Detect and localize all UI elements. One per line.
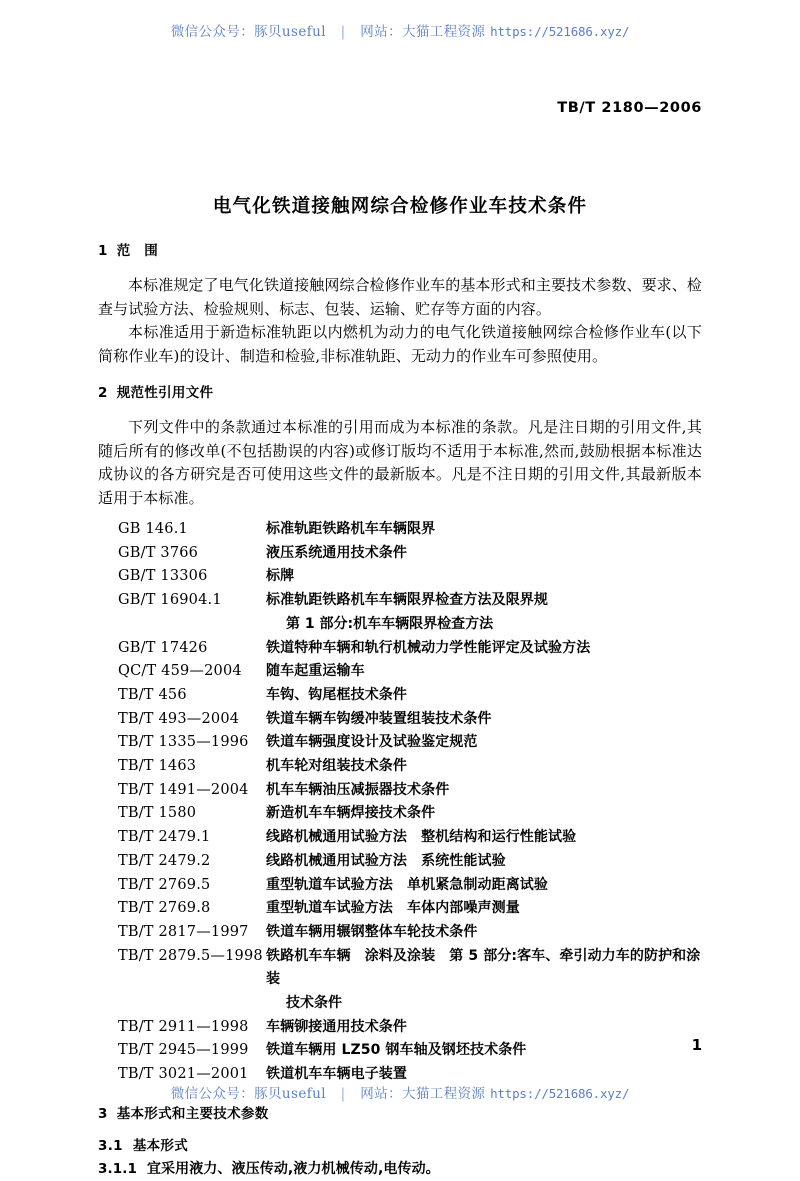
reference-code: GB/T 17426 bbox=[118, 639, 208, 656]
reference-code: TB/T 2769.5 bbox=[118, 876, 211, 893]
reference-code: TB/T 2879.5—1998 bbox=[118, 947, 263, 964]
watermark-url: https://521686.xyz/ bbox=[490, 24, 630, 39]
reference-code: TB/T 2769.8 bbox=[118, 900, 211, 917]
reference-item bbox=[98, 1016, 702, 1040]
clause-3-1-1 bbox=[98, 1157, 702, 1181]
reference-item bbox=[98, 518, 702, 542]
reference-item bbox=[98, 826, 702, 850]
reference-item bbox=[98, 921, 702, 945]
reference-title: 重型轨道车试验方法 单机紧急制动距离试验 bbox=[266, 876, 548, 893]
section-3-number: 3 bbox=[98, 1105, 108, 1122]
watermark-site-label: 网站：大猫工程资源 bbox=[360, 24, 486, 40]
reference-code: GB/T 16904.1 bbox=[118, 592, 222, 609]
reference-code: GB/T 13306 bbox=[118, 568, 208, 585]
reference-row bbox=[98, 945, 702, 992]
normative-references-list bbox=[98, 518, 702, 1087]
reference-row bbox=[98, 518, 702, 542]
section-1-paragraph-1: 本标准规定了电气化铁道接触网综合检修作业车的基本形式和主要技术参数、要求、检查与试验方法、检验规则、标志、包装、运输、贮存等方面的内容。 bbox=[98, 276, 702, 318]
reference-row bbox=[98, 708, 702, 732]
reference-title: 标准轨距铁路机车车辆限界检查方法及限界规 bbox=[266, 592, 548, 609]
reference-title: 铁道车辆用辗钢整体车轮技术条件 bbox=[266, 923, 478, 940]
section-3-1-title: 基本形式 bbox=[132, 1137, 189, 1154]
reference-row bbox=[98, 850, 702, 874]
reference-row bbox=[98, 542, 702, 566]
document-body bbox=[98, 240, 702, 1181]
reference-title: 线路机械通用试验方法 系统性能试验 bbox=[266, 852, 506, 869]
section-1-paragraph-2: 本标准适用于新造标准轨距以内燃机为动力的电气化铁道接触网综合检修作业车(以下简称作业车)的设计、制造和检验,非标准轨距、无动力的作业车可参照使用。 bbox=[98, 323, 702, 365]
reference-row bbox=[98, 755, 702, 779]
reference-item bbox=[98, 850, 702, 874]
reference-item bbox=[98, 945, 702, 1016]
section-heading-2 bbox=[98, 382, 702, 404]
reference-item bbox=[98, 637, 702, 661]
reference-title: 铁路机车车辆 涂料及涂装 第 5 部分:客车、牵引动力车的防护和涂装 bbox=[266, 947, 701, 988]
reference-item bbox=[98, 589, 702, 636]
reference-title: 铁道车辆车钩缓冲装置组装技术条件 bbox=[266, 710, 492, 727]
reference-title: 铁道机车车辆电子装置 bbox=[266, 1066, 407, 1083]
reference-code: TB/T 1335—1996 bbox=[118, 734, 249, 751]
reference-row bbox=[98, 1016, 702, 1040]
reference-code: TB/T 456 bbox=[118, 686, 187, 703]
reference-code: TB/T 1463 bbox=[118, 758, 197, 775]
reference-row bbox=[98, 660, 702, 684]
reference-title: 新造机车车辆焊接技术条件 bbox=[266, 805, 436, 822]
reference-code: QC/T 459—2004 bbox=[118, 663, 242, 680]
reference-code: GB/T 3766 bbox=[118, 544, 199, 561]
reference-item bbox=[98, 660, 702, 684]
section-2-title: 规范性引用文件 bbox=[116, 385, 214, 401]
reference-title-continuation: 第 1 部分:机车车辆限界检查方法 bbox=[286, 615, 494, 632]
watermark-wechat-label: 微信公众号：豚贝useful bbox=[170, 1086, 326, 1102]
section-1-title-b: 围 bbox=[144, 243, 159, 259]
reference-row bbox=[98, 779, 702, 803]
reference-item bbox=[98, 684, 702, 708]
reference-item bbox=[98, 755, 702, 779]
clause-3-1-1-text: 宜采用液力、液压传动,液力机械传动,电传动。 bbox=[146, 1160, 440, 1177]
reference-code: TB/T 2479.1 bbox=[118, 829, 211, 846]
standard-number: TB/T 2180—2006 bbox=[557, 100, 702, 116]
section-1-title-a: 范 bbox=[116, 243, 145, 259]
watermark-site-label: 网站：大猫工程资源 bbox=[360, 1086, 486, 1102]
reference-code: TB/T 1491—2004 bbox=[118, 781, 249, 798]
reference-row bbox=[98, 589, 702, 613]
reference-code: TB/T 493—2004 bbox=[118, 710, 240, 727]
watermark-bottom bbox=[0, 1082, 800, 1102]
reference-row bbox=[98, 897, 702, 921]
reference-code: TB/T 2911—1998 bbox=[118, 1018, 249, 1035]
reference-row bbox=[98, 637, 702, 661]
clause-3-1-1-number: 3.1.1 bbox=[98, 1160, 137, 1177]
reference-title: 液压系统通用技术条件 bbox=[266, 544, 407, 561]
reference-item bbox=[98, 802, 702, 826]
watermark-wechat-label: 微信公众号：豚贝useful bbox=[170, 24, 326, 40]
reference-title: 铁道特种车辆和轨行机械动力学性能评定及试验方法 bbox=[266, 639, 591, 656]
reference-row bbox=[98, 802, 702, 826]
reference-title: 重型轨道车试验方法 车体内部噪声测量 bbox=[266, 900, 520, 917]
page-title: 电气化铁道接触网综合检修作业车技术条件 bbox=[212, 196, 588, 217]
reference-title: 车辆铆接通用技术条件 bbox=[266, 1018, 407, 1035]
reference-item bbox=[98, 542, 702, 566]
section-1-number: 1 bbox=[98, 243, 108, 259]
reference-row bbox=[98, 1039, 702, 1063]
reference-title: 机车车辆油压减振器技术条件 bbox=[266, 781, 450, 798]
section-heading-3-1 bbox=[98, 1135, 702, 1157]
reference-row bbox=[98, 921, 702, 945]
reference-row bbox=[98, 684, 702, 708]
reference-item bbox=[98, 708, 702, 732]
reference-row bbox=[98, 874, 702, 898]
reference-code: TB/T 2817—1997 bbox=[118, 923, 249, 940]
section-2-paragraph-1: 下列文件中的条款通过本标准的引用而成为本标准的条款。凡是注日期的引用文件,其随后所有的修改单(不包括勘误的内容)或修订版均不适用于本标准,然而,鼓励根据本标准达成协议的各方研究是否可使用这些文件的最新版本。凡是不注日期的引用文件,其最新版本适用于本标准。 bbox=[98, 418, 702, 507]
reference-item bbox=[98, 1039, 702, 1063]
reference-item bbox=[98, 874, 702, 898]
reference-code: GB 146.1 bbox=[118, 521, 188, 537]
reference-row bbox=[98, 565, 702, 589]
watermark-separator: | bbox=[340, 24, 346, 40]
reference-title: 铁道车辆用 LZ50 钢车轴及钢坯技术条件 bbox=[266, 1042, 527, 1059]
reference-title: 线路机械通用试验方法 整机结构和运行性能试验 bbox=[266, 829, 577, 846]
reference-code: TB/T 2479.2 bbox=[118, 852, 211, 869]
reference-code: TB/T 1580 bbox=[118, 805, 197, 822]
watermark-url: https://521686.xyz/ bbox=[490, 1086, 630, 1101]
reference-title: 车钩、钩尾框技术条件 bbox=[266, 686, 407, 703]
section-heading-3 bbox=[98, 1103, 702, 1125]
reference-title: 标准轨距铁路机车车辆限界 bbox=[266, 521, 436, 537]
section-2-number: 2 bbox=[98, 385, 108, 401]
reference-title: 标牌 bbox=[266, 568, 295, 585]
reference-code: TB/T 2945—1999 bbox=[118, 1042, 249, 1059]
reference-item bbox=[98, 565, 702, 589]
reference-row bbox=[98, 826, 702, 850]
reference-title: 机车轮对组装技术条件 bbox=[266, 758, 407, 775]
section-3-1-number: 3.1 bbox=[98, 1137, 123, 1154]
reference-item bbox=[98, 897, 702, 921]
section-3-title: 基本形式和主要技术参数 bbox=[116, 1105, 269, 1122]
section-heading-1 bbox=[98, 240, 702, 262]
reference-title: 随车起重运输车 bbox=[266, 663, 365, 680]
page-number: 1 bbox=[691, 1036, 702, 1054]
reference-item bbox=[98, 731, 702, 755]
watermark-separator: | bbox=[340, 1086, 346, 1102]
reference-code: TB/T 3021—2001 bbox=[118, 1066, 249, 1083]
reference-item bbox=[98, 779, 702, 803]
reference-title: 铁道车辆强度设计及试验鉴定规范 bbox=[266, 734, 478, 751]
reference-row bbox=[98, 731, 702, 755]
reference-title-continuation: 技术条件 bbox=[286, 995, 342, 1012]
